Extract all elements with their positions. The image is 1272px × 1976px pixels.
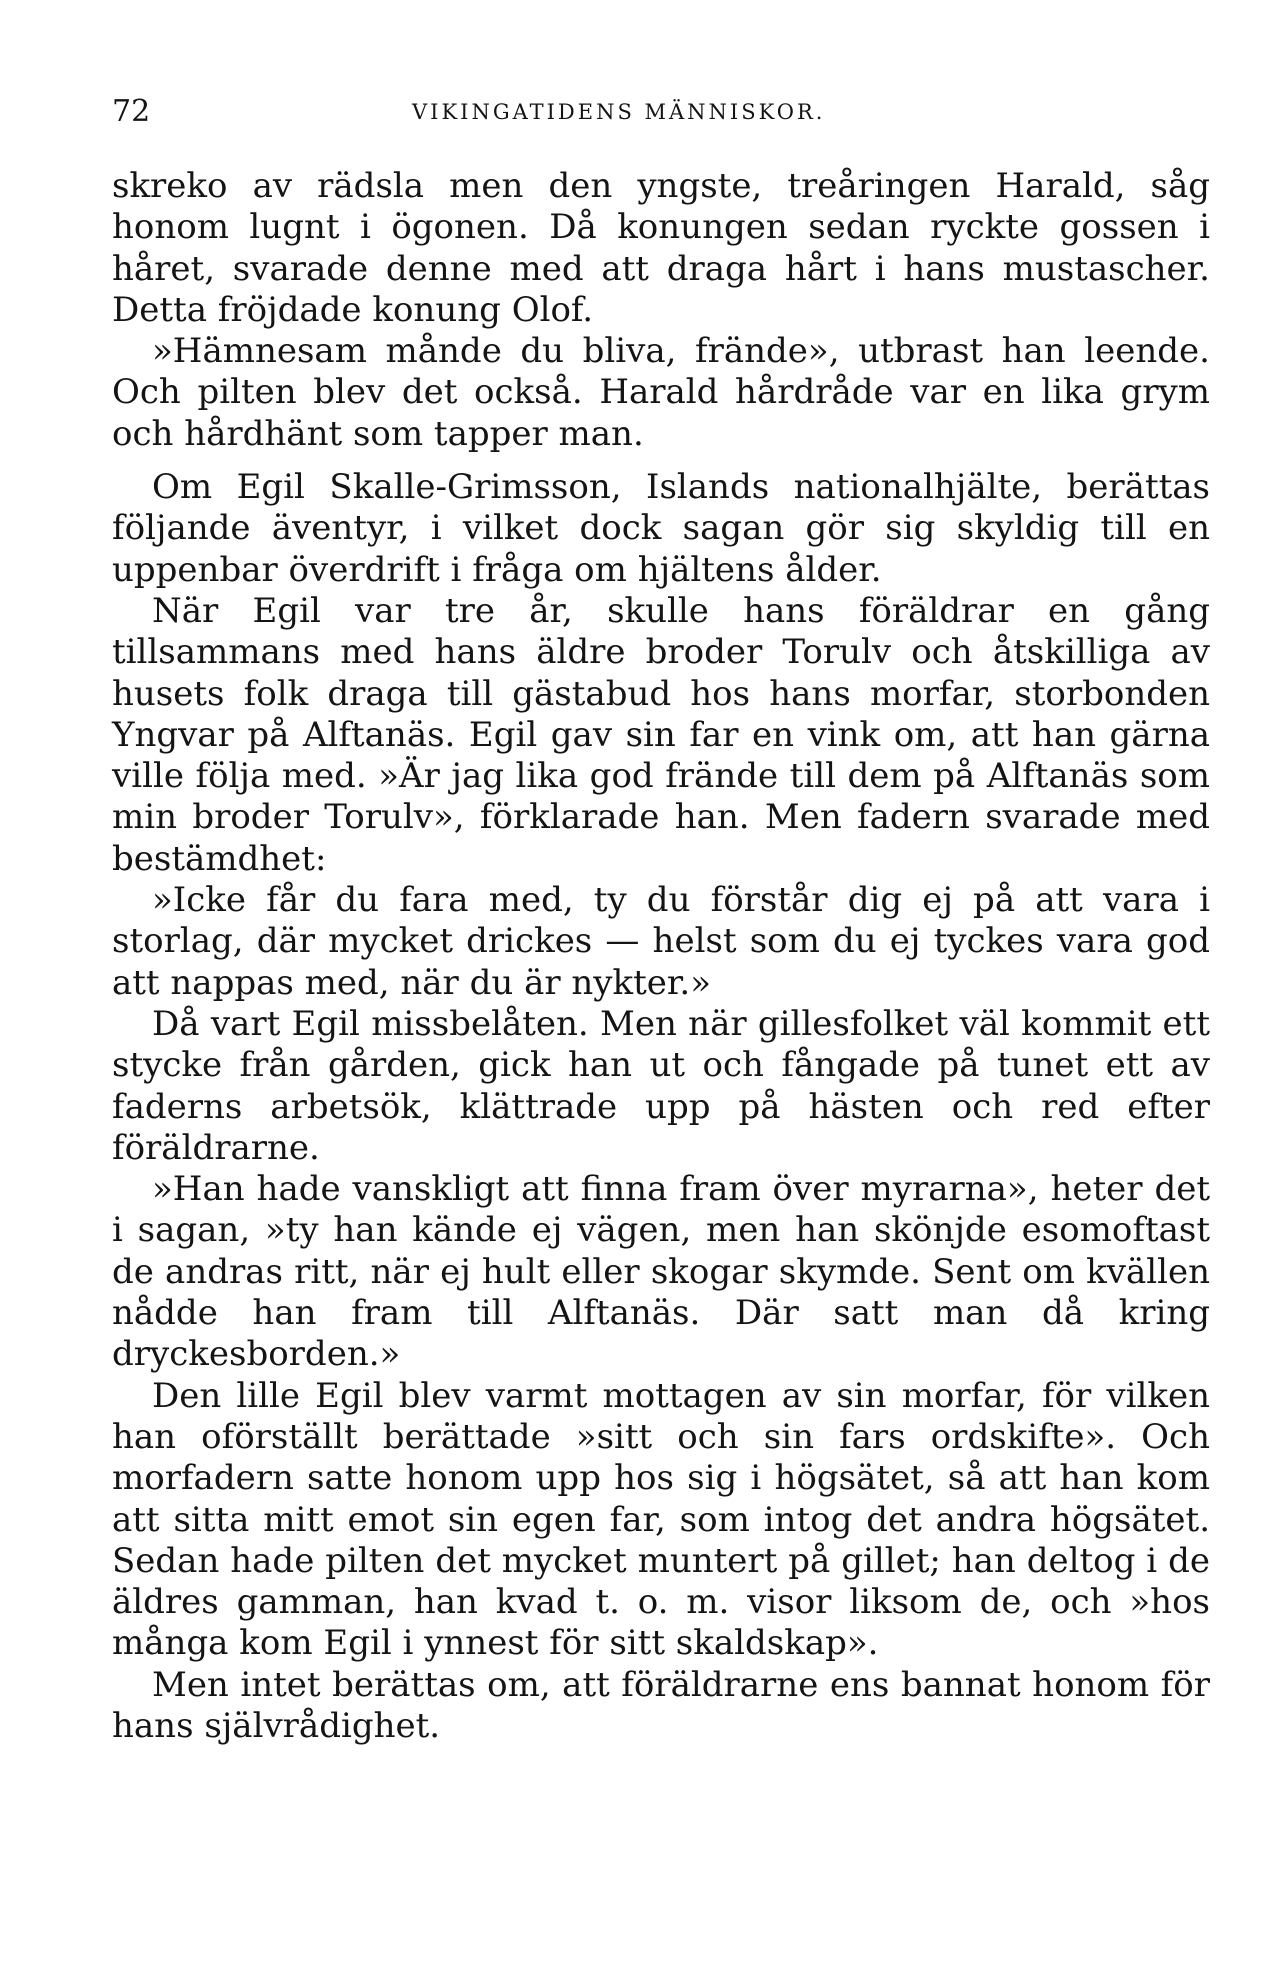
paragraph: skreko av rädsla men den yngste, treåringen Harald, såg honom lugnt i ögonen. Då konungen sedan ryckte gossen i håret, svarade denne med att draga hårt i hans mustascher. Detta fröjdade konung Olof. <box>112 166 1210 330</box>
paragraph: Då vart Egil missbelåten. Men när gillesfolket väl kommit ett stycke från gården, gick han ut och fångade på tunet ett av faderns arbetsök, klättrade upp på hästen och red efter föräldrarne. <box>112 1003 1210 1168</box>
paragraph: »Hämnesam månde du bliva, frände», utbrast han leende. Och pilten blev det också. Harald hårdråde var en lika grym och hårdhänt som tapper man. <box>112 331 1210 454</box>
paragraph: Den lille Egil blev varmt mottagen av sin morfar, för vilken han oförställt berättade »sitt och sin fars ordskifte». Och morfadern satte honom upp hos sig i högsätet, så att han kom att sitta mitt emot sin egen far, som intog det andra högsätet. Sedan hade pilten det mycket muntert på gillet; han deltog i de äldres gamman, han kvad t. o. m. visor liksom de, och »hos många kom Egil i ynnest för sitt skaldskap». <box>112 1375 1210 1664</box>
page-header <box>112 92 1212 132</box>
page-number: 72 <box>112 94 151 129</box>
paragraph: »Han hade vanskligt att finna fram över myrarna», heter det i sagan, »ty han kände ej vägen, men han skönjde esomoftast de andras ritt, när ej hult eller skogar skymde. Sent om kvällen nådde han fram till Alftanäs. Där satt man då kring dryckesborden.» <box>112 1169 1210 1375</box>
paragraph: Men intet berättas om, att föräldrarne ens bannat honom för hans självrådighet. <box>112 1664 1210 1746</box>
paragraph: När Egil var tre år, skulle hans föräldrar en gång tillsammans med hans äldre broder Torulv och åtskilliga av husets folk draga till gästabud hos hans morfar, storbonden Yngvar på Alftanäs. Egil gav sin far en vink om, att han gärna ville följa med. »Är jag lika god frände till dem på Alftanäs som min broder Torulv», förklarade han. Men fadern svarade med bestämdhet: <box>112 590 1210 879</box>
body-text <box>112 166 1210 1747</box>
running-title: VIKINGATIDENS MÄNNISKOR. <box>412 100 826 124</box>
paragraph: »Icke får du fara med, ty du förstår dig ej på att vara i storlag, där mycket drickes — helst som du ej tyckes vara god att nappas med, när du är nykter.» <box>112 880 1210 1003</box>
paragraph: Om Egil Skalle-Grimsson, Islands nationalhjälte, berättas följande äventyr, i vilket dock sagan gör sig skyldig till en uppenbar överdrift i fråga om hjältens ålder. <box>112 467 1210 590</box>
